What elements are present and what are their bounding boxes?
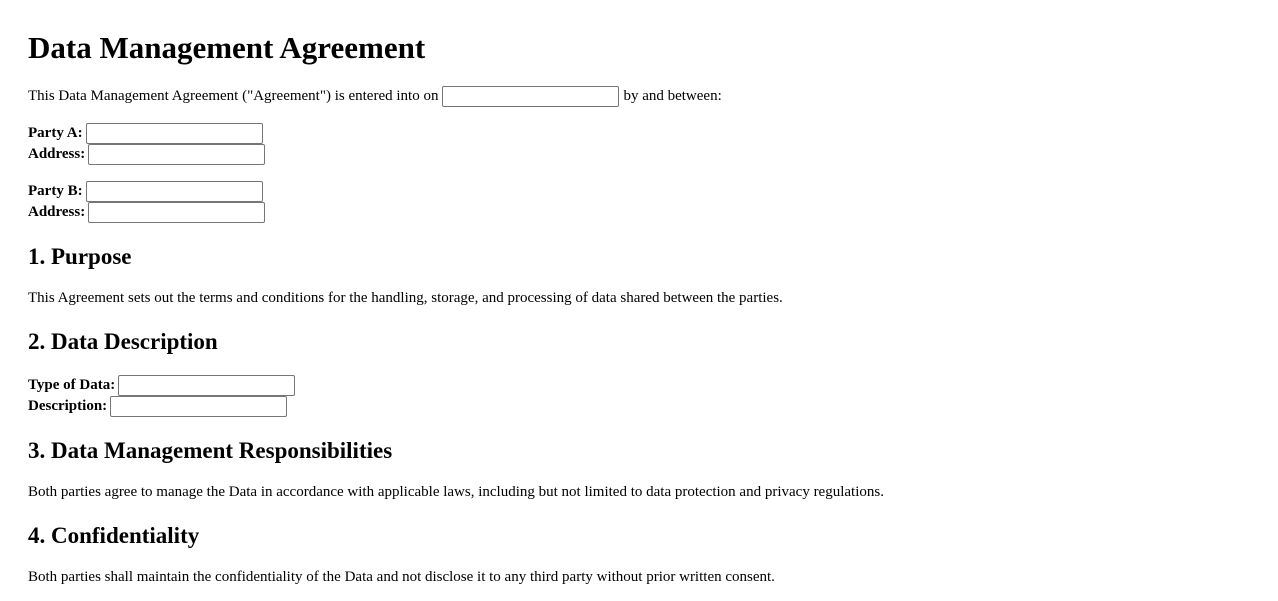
agreement-date-input[interactable]: [442, 86, 619, 107]
intro-line: [28, 86, 722, 107]
purpose-heading: 1. Purpose: [28, 244, 132, 269]
description-label: Description:: [28, 398, 108, 414]
intro-text-before: This Data Management Agreement ("Agreement") is entered into on: [28, 88, 439, 104]
confidentiality-heading: 4. Confidentiality: [28, 523, 200, 548]
party-b-input[interactable]: [86, 181, 263, 202]
confidentiality-body: Both parties shall maintain the confidentiality of the Data and not disclose it to any third party without prior written consent.: [28, 569, 775, 585]
party-b-address-row: [28, 202, 265, 223]
party-a-address-label: Address:: [28, 146, 86, 162]
data-description-heading: 2. Data Description: [28, 329, 218, 354]
type-of-data-input[interactable]: [118, 375, 295, 396]
party-a-label: Party A:: [28, 125, 83, 141]
party-a-input[interactable]: [86, 123, 263, 144]
type-of-data-row: [28, 375, 295, 396]
responsibilities-body: Both parties agree to manage the Data in accordance with applicable laws, including but not limited to data protection and privacy regulations.: [28, 484, 884, 500]
responsibilities-heading: 3. Data Management Responsibilities: [28, 438, 393, 463]
type-of-data-label: Type of Data:: [28, 377, 116, 393]
party-b-row: [28, 181, 263, 202]
description-input[interactable]: [110, 396, 287, 417]
party-b-label: Party B:: [28, 183, 83, 199]
purpose-body: This Agreement sets out the terms and conditions for the handling, storage, and processing of data shared between the parties.: [28, 290, 783, 306]
party-a-address-row: [28, 144, 265, 165]
party-b-address-input[interactable]: [88, 202, 265, 223]
page-title: Data Management Agreement: [28, 30, 426, 65]
intro-text-after: by and between:: [623, 88, 722, 104]
party-b-address-label: Address:: [28, 204, 86, 220]
party-a-address-input[interactable]: [88, 144, 265, 165]
description-row: [28, 396, 287, 417]
party-a-row: [28, 123, 263, 144]
